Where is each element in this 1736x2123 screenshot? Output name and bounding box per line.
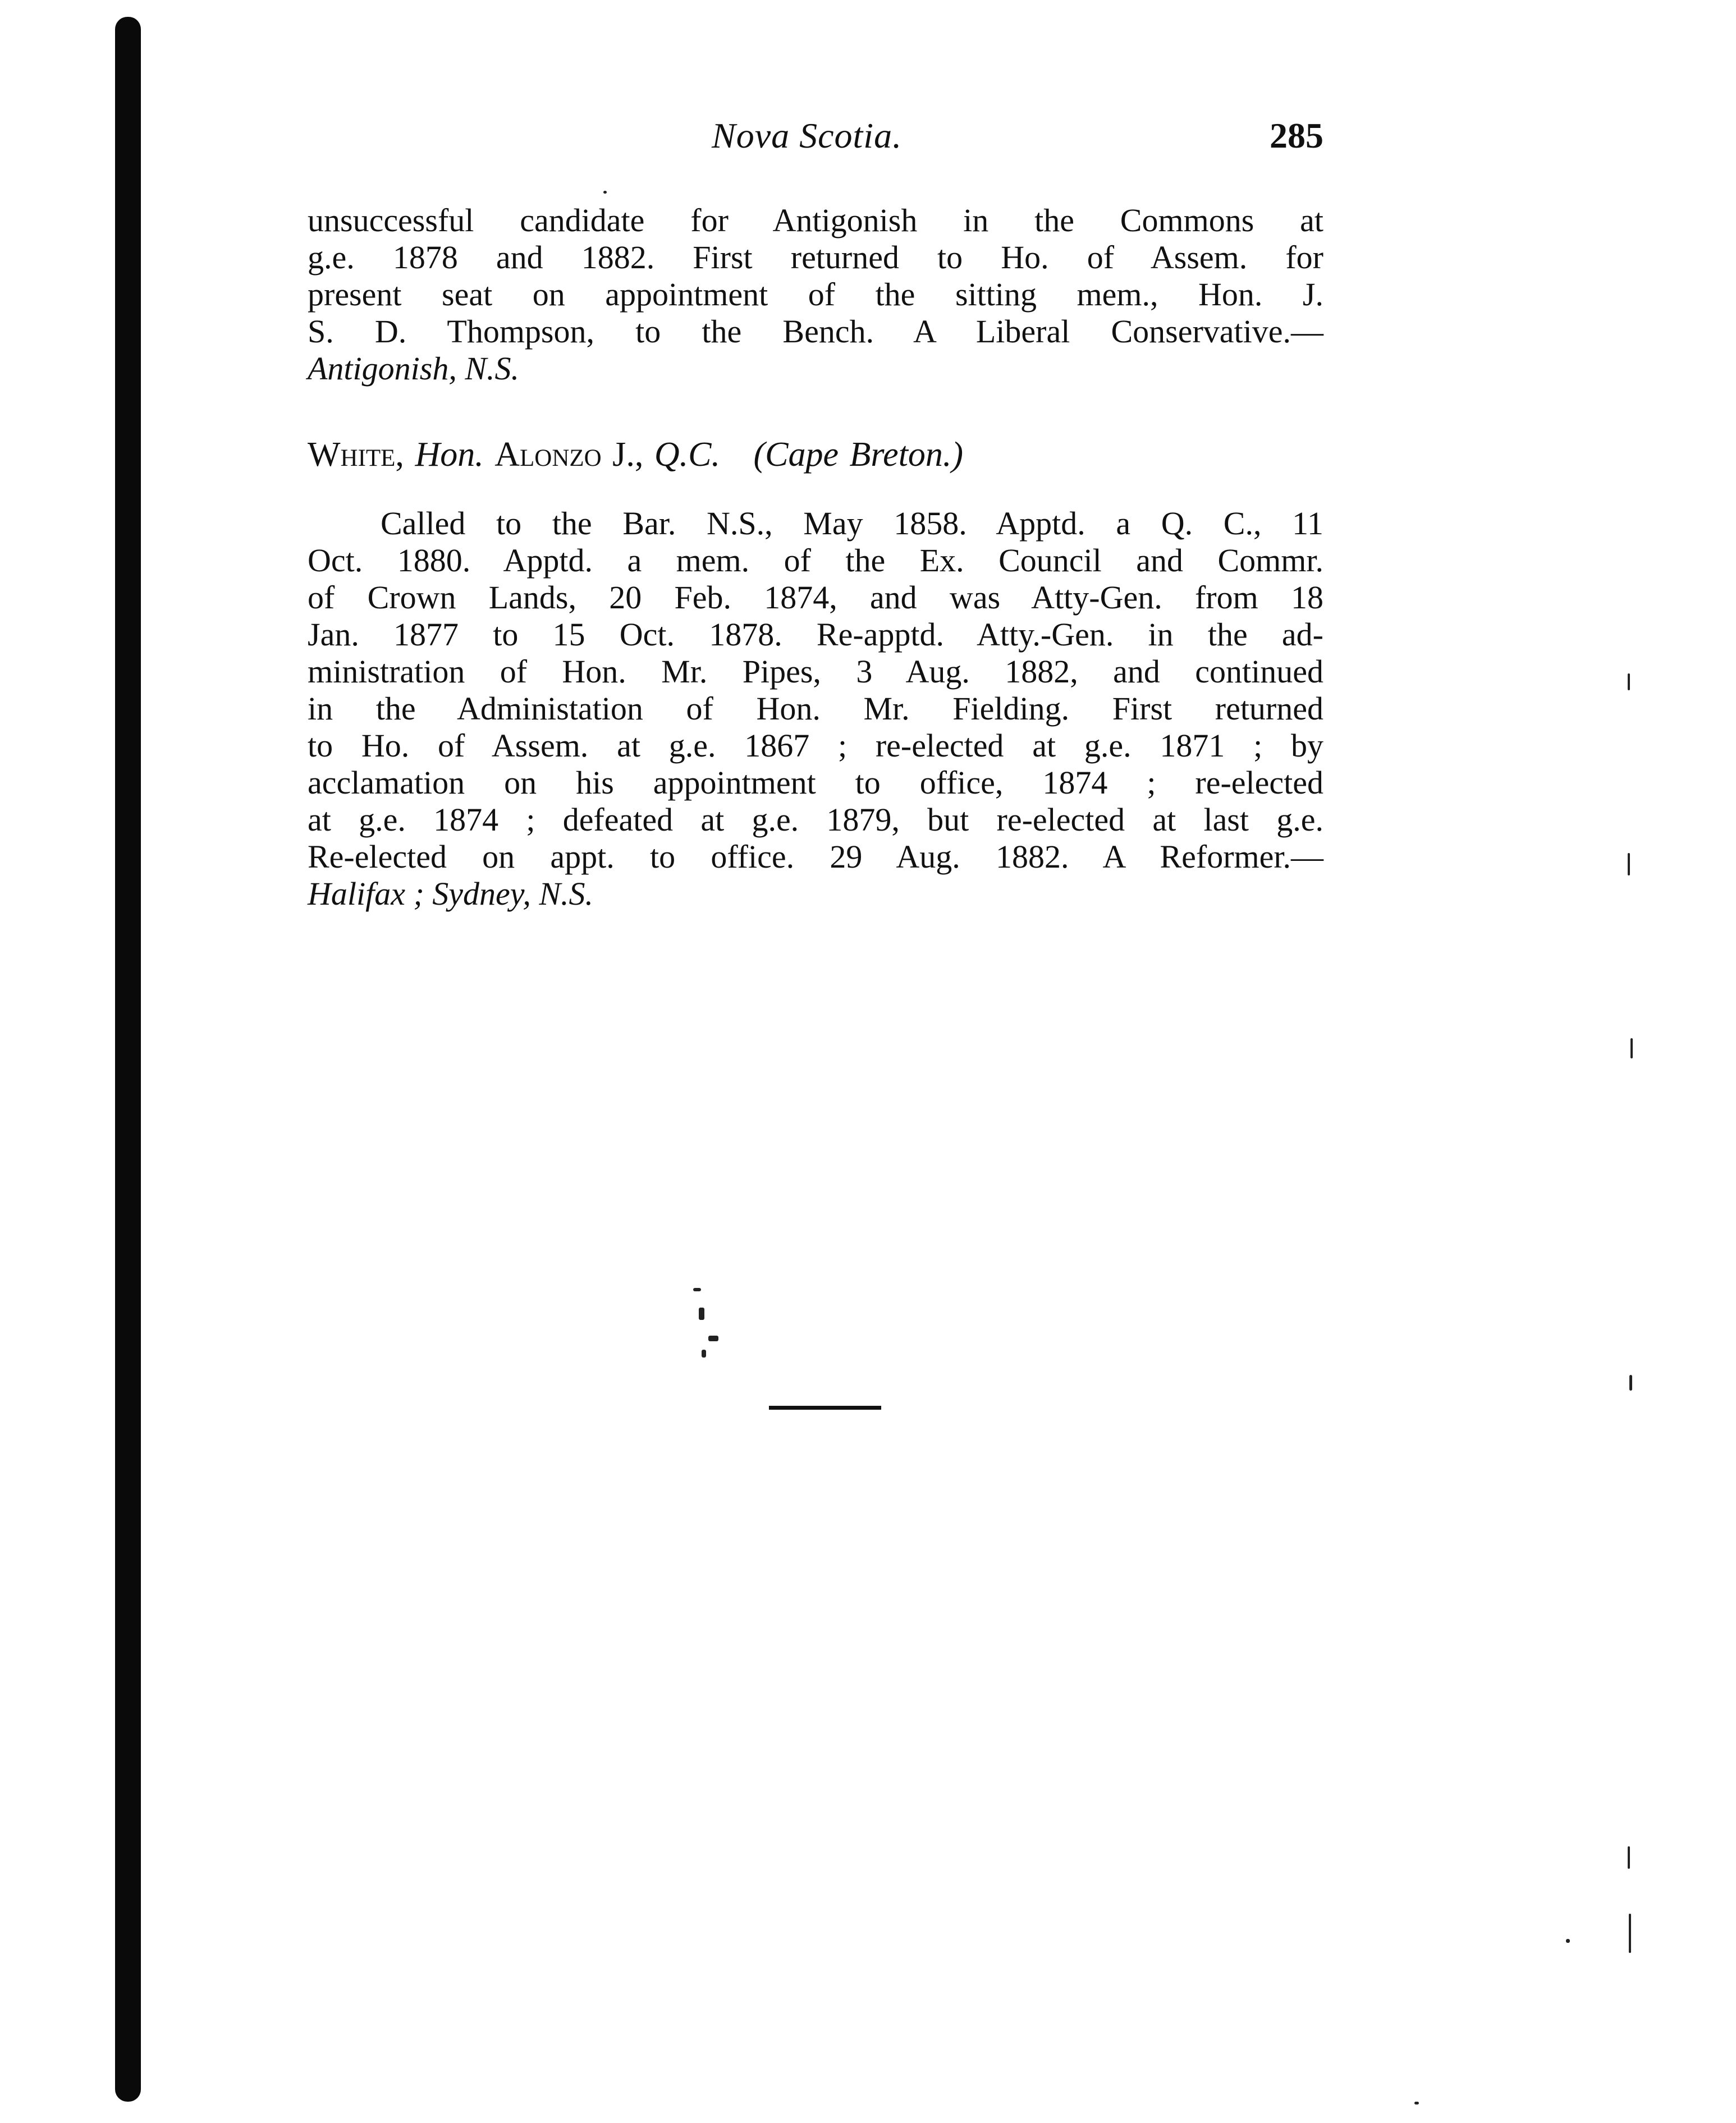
scan-speck — [708, 1336, 718, 1341]
scan-speck — [1628, 673, 1630, 690]
text-line: Jan. 1877 to 15 Oct. 1878. Re-apptd. Atty.-Gen. in the ad- — [308, 616, 1323, 653]
running-head — [308, 115, 1323, 160]
text-line: at g.e. 1874 ; defeated at g.e. 1879, but re-elected at last g.e. — [308, 801, 1323, 838]
scan-speck — [1628, 1846, 1630, 1869]
text-line: ministration of Hon. Mr. Pipes, 3 Aug. 1882, and continued — [308, 653, 1323, 690]
entry-title: Hon. — [415, 435, 484, 474]
text-line: S. D. Thompson, to the Bench. A Liberal Conservative.— — [308, 313, 1323, 350]
section-divider-rule — [769, 1406, 881, 1410]
text-line: present seat on appointment of the sitting mem., Hon. J. — [308, 276, 1323, 313]
scan-speck — [1414, 2102, 1419, 2104]
entry-surname: White, — [308, 435, 404, 474]
entry-honorific: Q.C. — [654, 435, 720, 474]
entry-given-name: Alonzo J., — [494, 435, 644, 474]
scan-speck — [1629, 1375, 1632, 1391]
text-line: to Ho. of Assem. at g.e. 1867 ; re-elected at g.e. 1871 ; by — [308, 727, 1323, 764]
scan-speck — [1628, 853, 1630, 875]
scan-speck — [1566, 1939, 1570, 1943]
entry-constituency: (Cape Breton.) — [753, 435, 964, 474]
text-line: Re-elected on appt. to office. 29 Aug. 1882. A Reformer.— — [308, 838, 1323, 875]
scan-speck — [693, 1288, 701, 1291]
page-number: 285 — [1270, 116, 1323, 155]
scan-speck — [699, 1308, 704, 1320]
text-line: Oct. 1880. Apptd. a mem. of the Ex. Council and Commr. — [308, 542, 1323, 579]
residence-line: Antigonish, N.S. — [308, 350, 520, 387]
scan-speck — [702, 1350, 706, 1358]
text-line: in the Administation of Hon. Mr. Fielding. First returned — [308, 690, 1323, 727]
residence-line: Halifax ; Sydney, N.S. — [308, 875, 594, 912]
entry-paragraph — [308, 505, 1323, 913]
continuation-paragraph — [308, 202, 1323, 387]
text-line: g.e. 1878 and 1882. First returned to Ho. of Assem. for — [308, 239, 1323, 276]
text-line: unsuccessful candidate for Antigonish in the Commons at — [308, 202, 1323, 239]
page-binding-shadow — [115, 17, 141, 2102]
text-line: acclamation on his appointment to office, 1874 ; re-elected — [308, 764, 1323, 801]
scan-speck — [1629, 1914, 1631, 1953]
running-title: Nova Scotia. — [712, 116, 903, 155]
text-line: of Crown Lands, 20 Feb. 1874, and was Atty-Gen. from 18 — [308, 579, 1323, 616]
scan-speck — [1630, 1038, 1633, 1058]
scan-speck — [603, 191, 607, 194]
text-line: Called to the Bar. N.S., May 1858. Apptd. a Q. C., 11 — [381, 505, 1323, 542]
entry-heading — [308, 435, 963, 475]
